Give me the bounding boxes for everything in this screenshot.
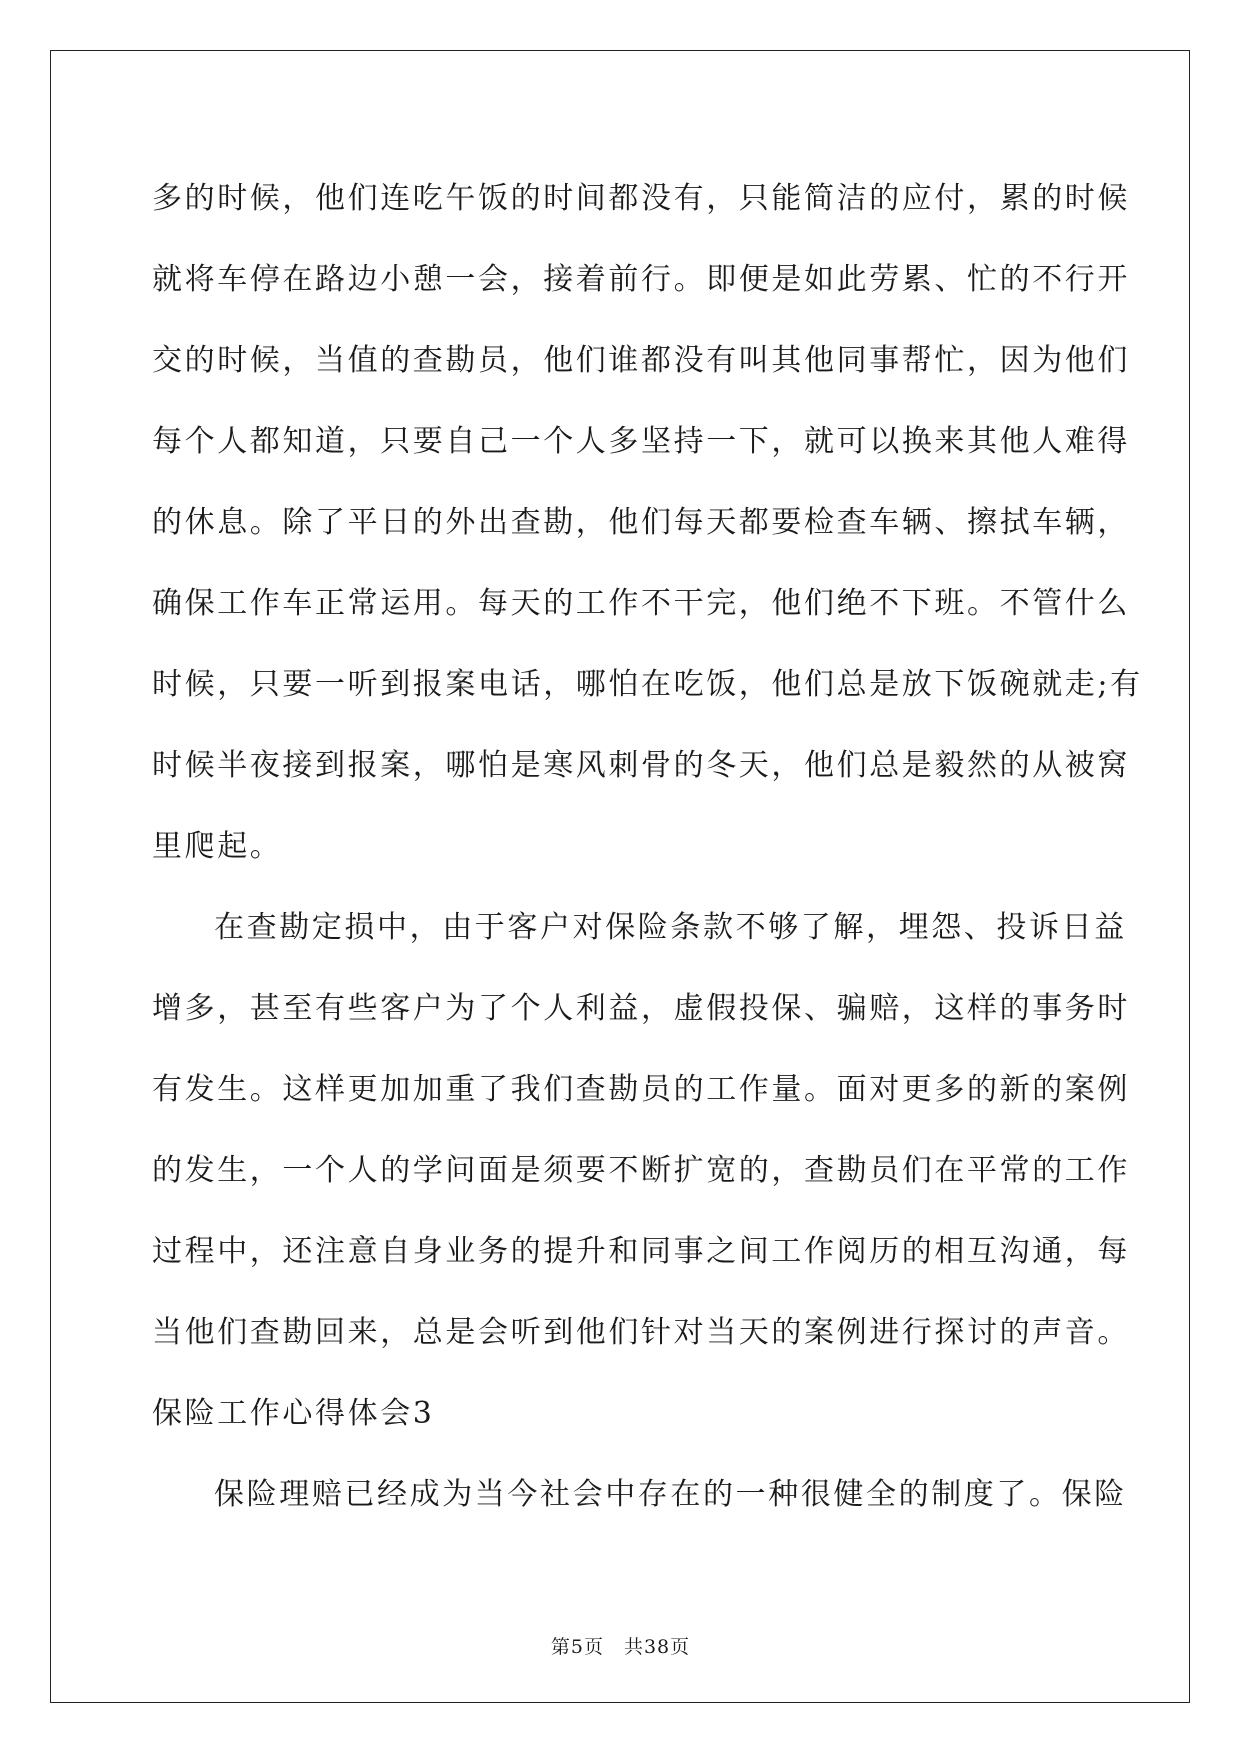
paragraph (152, 887, 1130, 1373)
document-body (152, 158, 1143, 1535)
text-line: 每个人都知道，只要自己一个人多坚持一下，就可以换来其他人难得 (152, 424, 1130, 459)
paragraph (152, 158, 1143, 887)
text-line: 时候，只要一听到报案电话，哪怕在吃饭，他们总是放下饭碗就走;有 (152, 667, 1143, 702)
page-number-footer: 第5页 共38页 (550, 1636, 691, 1658)
text-line: 增多，甚至有些客户为了个人利益，虚假投保、骗赔，这样的事务时 (152, 991, 1130, 1026)
text-line: 确保工作车正常运用。每天的工作不干完，他们绝不下班。不管什么 (152, 586, 1130, 621)
text-line: 过程中，还注意自身业务的提升和同事之间工作阅历的相互沟通，每 (152, 1234, 1130, 1269)
text-line: 的休息。除了平日的外出查勘，他们每天都要检查车辆、擦拭车辆， (152, 505, 1130, 540)
text-line: 当他们查勘回来，总是会听到他们针对当天的案例进行探讨的声音。 (152, 1315, 1130, 1350)
text-line: 就将车停在路边小憩一会，接着前行。即便是如此劳累、忙的不行开 (152, 262, 1130, 297)
section-heading (152, 1373, 1087, 1454)
text-line: 里爬起。 (152, 829, 283, 864)
text-line: 保险理赔已经成为当今社会中存在的一种很健全的制度了。保险 (214, 1477, 1127, 1512)
heading-text: 保险工作心得体会3 (152, 1396, 435, 1431)
text-line: 时候半夜接到报案，哪怕是寒风刺骨的冬天，他们总是毅然的从被窝 (152, 748, 1130, 783)
text-line: 在查勘定损中，由于客户对保险条款不够了解，埋怨、投诉日益 (214, 910, 1127, 945)
text-line: 交的时候，当值的查勘员，他们谁都没有叫其他同事帮忙，因为他们 (152, 343, 1130, 378)
text-line: 的发生，一个人的学问面是须要不断扩宽的，查勘员们在平常的工作 (152, 1153, 1130, 1188)
paragraph (152, 1454, 1127, 1535)
text-line: 多的时候，他们连吃午饭的时间都没有，只能简洁的应付，累的时候 (152, 181, 1130, 216)
text-line: 有发生。这样更加加重了我们查勘员的工作量。面对更多的新的案例 (152, 1072, 1130, 1107)
